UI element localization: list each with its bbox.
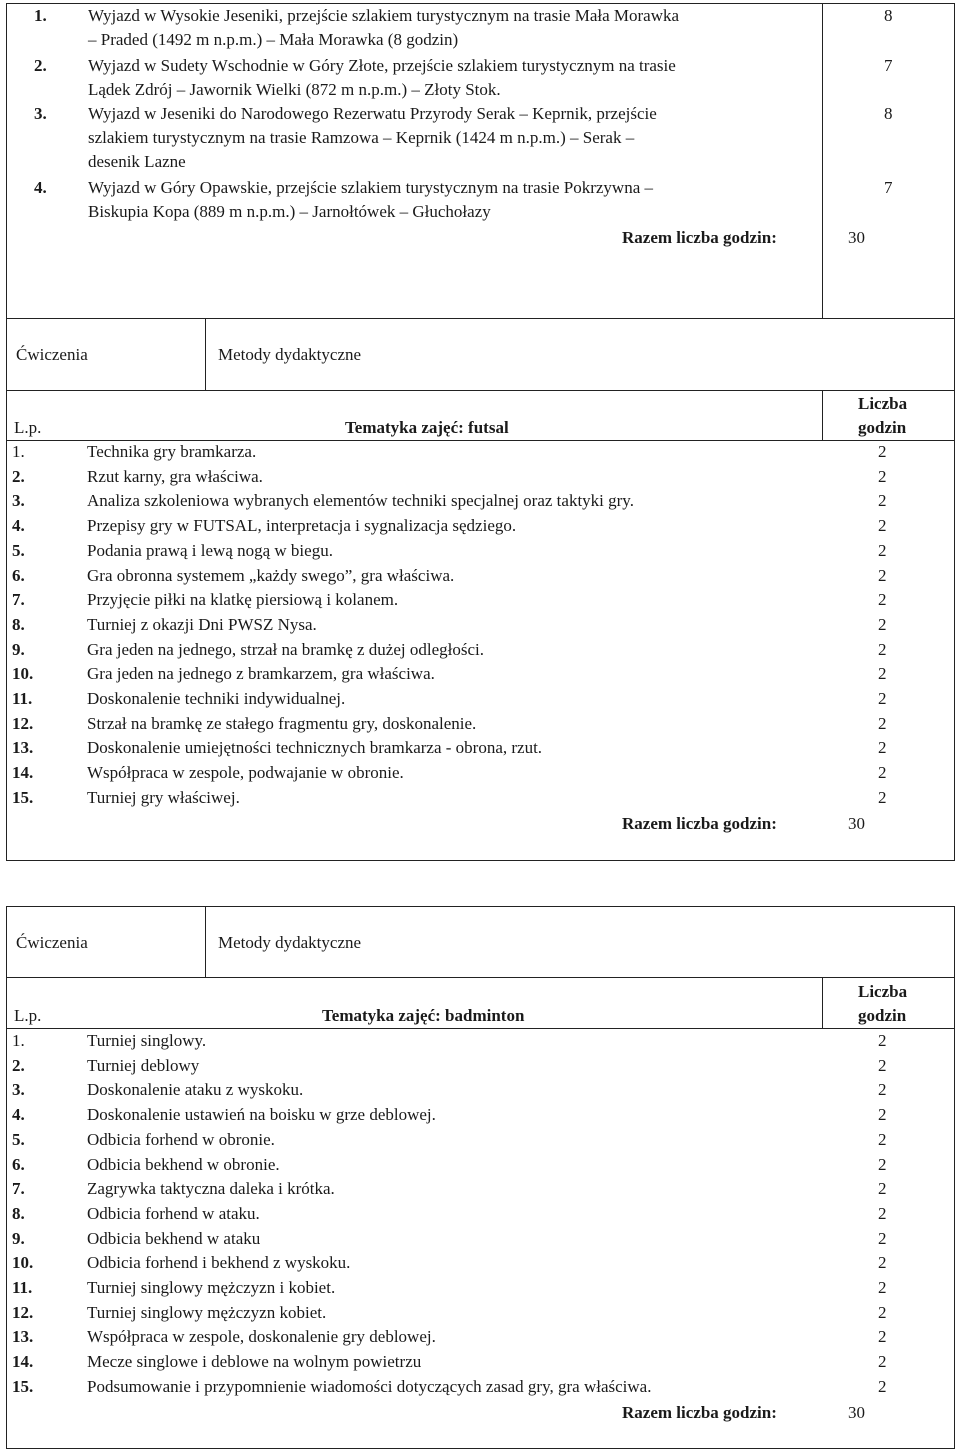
hours-header: godzin [858,1006,907,1025]
row-topic: Odbicia bekhend w obronie. [87,1154,280,1174]
row-topic: Zagrywka taktyczna daleka i krótka. [87,1179,335,1199]
table-row [0,1375,960,1399]
table-row [0,1153,960,1177]
excursion-text-line: Wyjazd w Góry Opawskie, przejście szlakiem turystycznym na trasie Pokrzywna – [88,178,653,197]
row-hours: 2 [878,614,887,634]
excursion-hours: 8 [884,6,893,25]
excursion-number: 4. [34,178,47,197]
table-row [0,465,960,489]
excursion-number: 2. [34,56,47,75]
row-hours: 2 [878,1352,887,1372]
row-topic: Analiza szkoleniowa wybranych elementów techniki specjalnej oraz taktyki gry. [87,491,634,511]
row-number: 5. [12,540,25,560]
row-hours: 2 [878,491,887,511]
row-hours: 2 [878,787,887,807]
table-row [0,761,960,785]
table-row [0,1029,960,1053]
row-hours: 2 [878,540,887,560]
excursion-hours: 8 [884,104,893,123]
row-number: 8. [12,614,25,634]
row-number: 14. [12,763,34,783]
row-topic: Turniej deblowy [87,1055,200,1075]
row-number: 2. [12,1055,25,1075]
row-number: 10. [12,1253,34,1273]
excursion-number: 3. [34,104,47,123]
hours-header: Liczba [858,394,908,413]
row-hours: 2 [878,1055,887,1075]
total-label: Razem liczba godzin: [622,814,777,833]
row-number: 5. [12,1129,25,1149]
lp-header: L.p. [14,1006,42,1025]
row-number: 8. [12,1203,25,1223]
table-row [0,1202,960,1226]
row-topic: Odbicia forhend w obronie. [87,1129,275,1149]
row-number: 9. [12,639,25,659]
row-hours: 2 [878,689,887,708]
table-row [0,613,960,637]
row-topic: Doskonalenie ataku z wyskoku. [87,1080,304,1100]
row-number: 6. [12,1154,25,1174]
row-topic: Przyjęcie piłki na klatkę piersiową i kolanem. [87,590,399,610]
excursion-text-line: Wyjazd w Wysokie Jeseniki, przejście szlakiem turystycznym na trasie Mała Morawka [88,6,680,25]
hours-header: godzin [858,418,907,437]
table-row [0,440,960,464]
row-number: 11. [12,689,33,708]
topic-header: Tematyka zajęć: badminton [322,1006,525,1025]
row-topic: Współpraca w zespole, podwajanie w obronie. [87,763,404,783]
row-topic: Gra jeden na jednego, strzał na bramkę z dużej odległości. [87,639,484,659]
cwiczenia-label: Ćwiczenia [16,345,88,364]
row-hours: 2 [878,1080,887,1100]
table-row [0,736,960,760]
row-hours: 2 [878,442,887,461]
row-hours: 2 [878,1228,887,1248]
table-row [0,564,960,588]
row-topic: Turniej singlowy. [87,1031,207,1050]
hours-header: Liczba [858,982,908,1001]
row-topic: Gra jeden na jednego z bramkarzem, gra właściwa. [87,664,435,684]
row-topic: Doskonalenie ustawień na boisku w grze deblowej. [87,1105,436,1125]
row-number: 9. [12,1228,25,1248]
row-topic: Podania prawą i lewą nogą w biegu. [87,540,333,560]
excursion-number: 1. [34,6,47,25]
row-topic: Mecze singlowe i deblowe na wolnym powietrzu [87,1352,422,1372]
row-number: 15. [12,787,34,807]
table-row [0,786,960,810]
row-number: 13. [12,1327,34,1347]
row-topic: Doskonalenie techniki indywidualnej. [87,689,346,708]
excursion-text-line: Biskupia Kopa (889 m n.p.m.) – Jarnołtówek – Głuchołazy [88,202,491,221]
table-row [0,1078,960,1102]
row-number: 4. [12,1105,25,1125]
table-row [0,588,960,612]
row-hours: 2 [878,1278,887,1297]
total-value: 30 [848,1403,865,1422]
row-hours: 2 [878,516,887,536]
table-row [0,1177,960,1201]
table-row [0,1301,960,1325]
row-topic: Doskonalenie umiejętności technicznych bramkarza - obrona, rzut. [87,738,543,758]
table-row [0,1227,960,1251]
row-topic: Turniej gry właściwej. [87,787,240,807]
row-topic: Turniej z okazji Dni PWSZ Nysa. [87,614,317,634]
row-hours: 2 [878,1302,887,1322]
row-number: 15. [12,1376,34,1396]
table-row [0,1128,960,1152]
excursion-text-line: Wyjazd w Jeseniki do Narodowego Rezerwatu Przyrody Serak – Keprnik, przejście [88,104,657,123]
row-number: 12. [12,713,34,733]
excursion-text-line: szlakiem turystycznym na trasie Ramzowa – Keprnik (1424 m n.p.m.) – Serak – [88,128,635,147]
metody-label: Metody dydaktyczne [218,345,362,364]
table-row [0,1276,960,1300]
row-number: 2. [12,466,25,486]
topic-header: Tematyka zajęć: futsal [345,418,509,437]
row-topic: Odbicia forhend i bekhend z wyskoku. [87,1253,351,1273]
row-hours: 2 [878,1376,887,1396]
total-value: 30 [848,228,865,247]
row-hours: 2 [878,466,887,486]
row-topic: Gra obronna systemem „każdy swego”, gra właściwa. [87,565,455,585]
row-number: 14. [12,1352,34,1372]
row-number: 3. [12,1080,25,1100]
excursion-text-line: Lądek Zdrój – Jawornik Wielki (872 m n.p.m.) – Złoty Stok. [88,80,501,99]
row-hours: 2 [878,763,887,783]
row-number: 4. [12,516,25,536]
table-row [0,662,960,686]
total-label: Razem liczba godzin: [622,228,777,247]
table-row [0,1054,960,1078]
total-value: 30 [848,814,865,833]
excursion-hours: 7 [884,56,893,75]
row-hours: 2 [878,1203,887,1223]
table-row [0,687,960,711]
row-topic: Rzut karny, gra właściwa. [87,466,263,486]
row-number: 13. [12,738,34,758]
row-number: 10. [12,664,34,684]
row-hours: 2 [878,664,887,684]
row-number: 7. [12,1179,25,1199]
table-row [0,489,960,513]
row-number: 3. [12,491,25,511]
row-hours: 2 [878,639,887,659]
row-hours: 2 [878,565,887,585]
row-number: 1. [12,1031,25,1050]
table-row [0,1350,960,1374]
row-hours: 2 [878,1253,887,1273]
excursion-text-line: – Praded (1492 m n.p.m.) – Mała Morawka (8 godzin) [88,30,459,49]
row-hours: 2 [878,713,887,733]
table-row [0,539,960,563]
row-number: 1. [12,442,25,461]
row-number: 7. [12,590,25,610]
row-hours: 2 [878,1031,887,1050]
row-hours: 2 [878,1327,887,1347]
table-row [0,638,960,662]
table-row [0,1103,960,1127]
total-label: Razem liczba godzin: [622,1403,777,1422]
row-topic: Odbicia forhend w ataku. [87,1203,260,1223]
row-topic: Współpraca w zespole, doskonalenie gry deblowej. [87,1327,436,1347]
row-hours: 2 [878,1179,887,1199]
table-row [0,1251,960,1275]
table-row [0,1325,960,1349]
row-hours: 2 [878,1154,887,1174]
row-topic: Przepisy gry w FUTSAL, interpretacja i sygnalizacja sędziego. [87,516,517,536]
cwiczenia-label: Ćwiczenia [16,933,88,952]
row-topic: Technika gry bramkarza. [87,442,257,461]
row-topic: Turniej singlowy mężczyzn kobiet. [87,1302,327,1322]
row-hours: 2 [878,738,887,758]
excursion-hours: 7 [884,178,893,197]
row-number: 11. [12,1278,33,1297]
row-topic: Odbicia bekhend w ataku [87,1228,261,1248]
row-hours: 2 [878,1105,887,1125]
row-topic: Turniej singlowy mężczyzn i kobiet. [87,1278,336,1297]
table-row [0,514,960,538]
row-number: 12. [12,1302,34,1322]
row-topic: Podsumowanie i przypomnienie wiadomości dotyczących zasad gry, gra właściwa. [87,1376,652,1396]
row-hours: 2 [878,590,887,610]
metody-label: Metody dydaktyczne [218,933,362,952]
row-hours: 2 [878,1129,887,1149]
excursion-text-line: Wyjazd w Sudety Wschodnie w Góry Złote, przejście szlakiem turystycznym na trasie [88,56,676,75]
excursion-text-line: desenik Lazne [88,152,186,171]
lp-header: L.p. [14,418,42,437]
row-number: 6. [12,565,25,585]
row-topic: Strzał na bramkę ze stałego fragmentu gry, doskonalenie. [87,713,477,733]
table-row [0,712,960,736]
